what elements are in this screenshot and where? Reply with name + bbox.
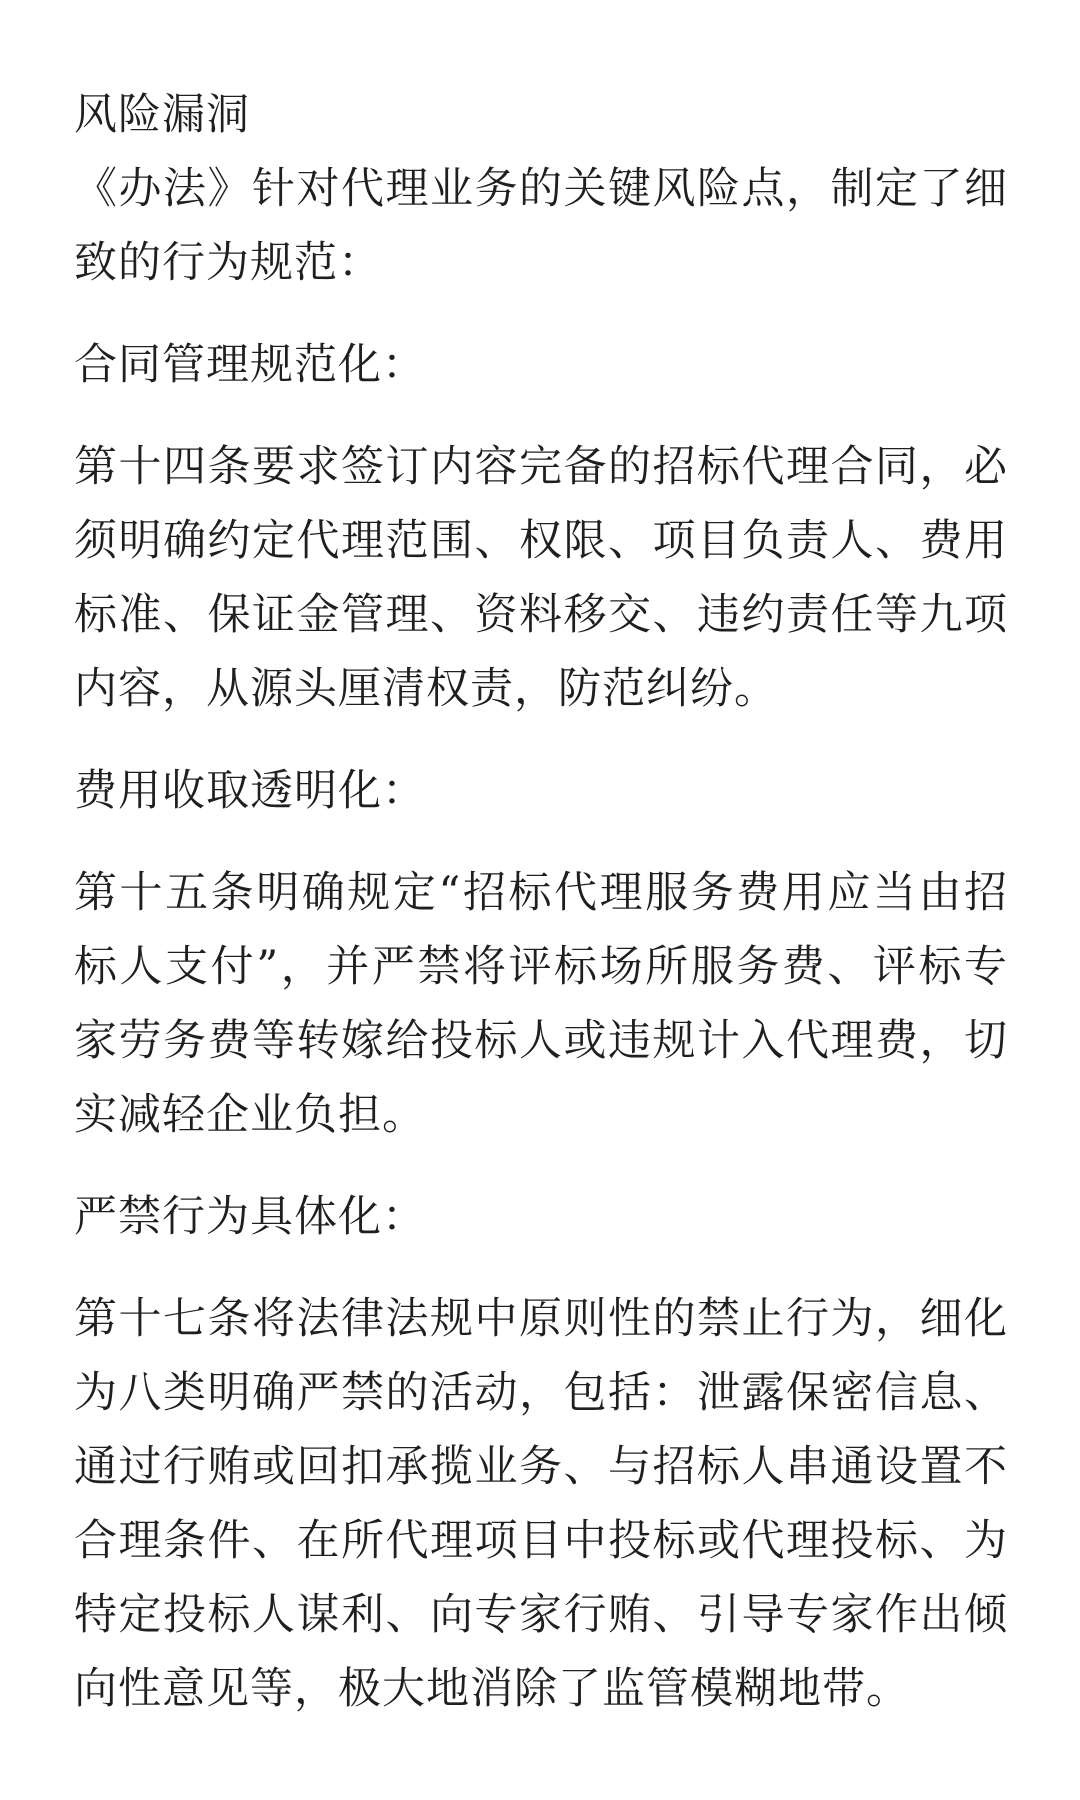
section-contract-management bbox=[74, 328, 1008, 726]
section-heading: 合同管理规范化： bbox=[74, 340, 426, 390]
article-title: 风险漏洞 bbox=[74, 90, 250, 140]
section-body: 第十七条将法律法规中原则性的禁止行为，细化为八类明确严禁的活动，包括：泄露保密信息、通过行贿或回扣承揽业务、与招标人串通设置不合理条件、在所代理项目中投标或代理投标、为特定投标人谋利、向专家行贿、引导专家作出倾向性意见等，极大地消除了监管模糊地带。 bbox=[74, 1294, 1008, 1714]
section-body: 第十四条要求签订内容完备的招标代理合同，必须明确约定代理范围、权限、项目负责人、费用标准、保证金管理、资料移交、违约责任等九项内容，从源头厘清权责，防范纠纷。 bbox=[74, 442, 1008, 714]
section-heading: 费用收取透明化： bbox=[74, 766, 426, 816]
section-heading: 严禁行为具体化： bbox=[74, 1192, 426, 1242]
section-fee-transparency bbox=[74, 754, 1008, 1152]
article-intro: 《办法》针对代理业务的关键风险点，制定了细致的行为规范： bbox=[74, 164, 1008, 288]
section-prohibited-conduct bbox=[74, 1180, 1008, 1726]
section-body: 第十五条明确规定“招标代理服务费用应当由招标人支付”，并严禁将评标场所服务费、评标专家劳务费等转嫁给投标人或违规计入代理费，切实减轻企业负担。 bbox=[74, 868, 1008, 1140]
